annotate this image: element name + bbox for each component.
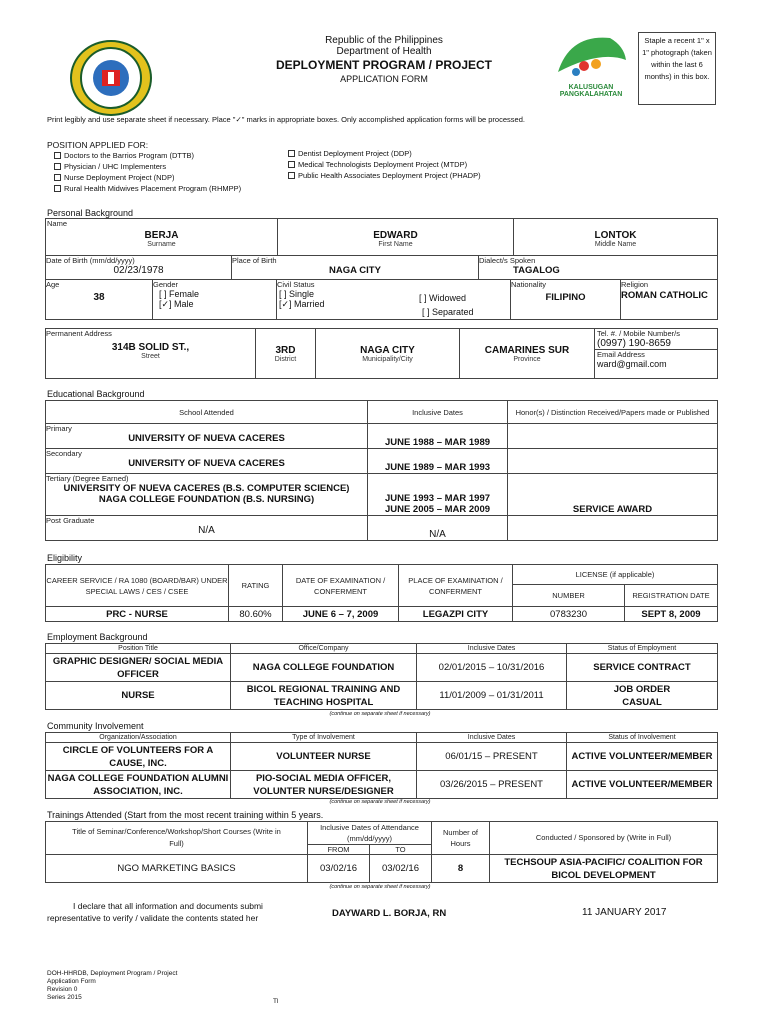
col-emp-dates: Inclusive Dates (417, 644, 567, 654)
form-title: DEPLOYMENT PROGRAM / PROJECT (275, 58, 493, 72)
tertiary-cell[interactable]: Tertiary (Degree Earned) UNIVERSITY OF NUEVA CACERES (B.S. COMPUTER SCIENCE) NAGA COLLEGE FOUNDATION (B.S. NURSING) (46, 474, 368, 516)
position-dttb[interactable]: Doctors to the Barrios Program (DTTB) (54, 150, 241, 161)
position-heading: POSITION APPLIED FOR: (47, 140, 149, 150)
kalusugan-logo (550, 32, 632, 104)
trainings-note: (continue on separate sheet if necessary) (329, 884, 431, 890)
community-table (45, 732, 718, 799)
col-honors: Honor(s) / Distinction Received/Papers made or Published (508, 401, 718, 424)
seal-icon (72, 42, 150, 114)
trainings-heading: Trainings Attended (Start from the most recent training within 5 years. (47, 810, 324, 820)
personal-table (45, 218, 718, 256)
trainings-table (45, 821, 718, 883)
education-heading: Educational Background (47, 389, 145, 399)
tertiary-dates[interactable]: JUNE 1993 – MAR 1997 JUNE 2005 – MAR 2009 (368, 474, 508, 516)
col-exam-date: DATE OF EXAMINATION / CONFERMENT (283, 565, 399, 607)
table-row: CIRCLE OF VOLUNTEERS FOR A CAUSE, INC. VOLUNTEER NURSE 06/01/15 – PRESENT ACTIVE VOLUNTEER/MEMBER (46, 743, 718, 771)
education-table (45, 400, 718, 541)
exam-place-value[interactable]: LEGAZPI CITY (399, 607, 513, 622)
position-ndp[interactable]: Nurse Deployment Project (NDP) (54, 172, 241, 183)
umbrella-icon (550, 32, 632, 82)
col-career: CAREER SERVICE / RA 1080 (BOARD/BAR) UNDER SPECIAL LAWS / CES / CSEE (46, 565, 229, 607)
footer-line4: Series 2015 (47, 994, 82, 1001)
checkbox[interactable] (54, 163, 61, 170)
religion-cell[interactable]: Religion ROMAN CATHOLIC (621, 280, 718, 320)
signature-name[interactable]: DAYWARD L. BORJA, RN (332, 908, 447, 919)
col-dates: Inclusive Dates (368, 401, 508, 424)
position-rhmpp[interactable]: Rural Health Midwives Placement Program (RHMPP) (54, 183, 241, 194)
col-position: Position Title (46, 644, 231, 654)
dob-cell[interactable]: Date of Birth (mm/dd/yyyy) 02/23/1978 (46, 256, 232, 280)
doh-seal (70, 40, 152, 116)
primary-dates[interactable]: JUNE 1988 – MAR 1989 (368, 424, 508, 449)
tertiary-honors[interactable]: SERVICE AWARD (508, 474, 718, 516)
community-note: (continue on separate sheet if necessary) (329, 799, 431, 805)
col-organization: Organization/Association (46, 733, 231, 743)
nationality-cell[interactable]: Nationality FILIPINO (511, 280, 621, 320)
employment-note: (continue on separate sheet if necessary) (329, 711, 431, 717)
table-row: NURSE BICOL REGIONAL TRAINING AND TEACHING HOSPITAL 11/01/2009 – 01/31/2011 JOB ORDER CASUAL (46, 682, 718, 710)
col-emp-status: Status of Employment (567, 644, 718, 654)
reg-date-value[interactable]: SEPT 8, 2009 (625, 607, 718, 622)
col-comm-status: Status of Involvement (567, 733, 718, 743)
col-license: LICENSE (if applicable) (513, 565, 718, 585)
col-training-title: Title of Seminar/Conference/Workshop/Short Courses (Write in Full) (46, 822, 308, 855)
col-reg-date: REGISTRATION DATE (625, 585, 718, 607)
col-rating: RATING (229, 565, 283, 607)
position-phadp[interactable]: Public Health Associates Deployment Project (PHADP) (288, 170, 481, 181)
gender-cell[interactable]: Gender [ ] Female [✓] Male (153, 280, 277, 320)
status-table (45, 279, 718, 320)
community-heading: Community Involvement (47, 721, 144, 731)
contact-cell[interactable]: Tel. #. / Mobile Number/s (0997) 190-8659 Email Address ward@gmail.com (595, 329, 718, 379)
table-row: NAGA COLLEGE FOUNDATION ALUMNI ASSOCIATION, INC. PIO-SOCIAL MEDIA OFFICER, VOLUNTER NURSE/DESIGNER 03/26/2015 – PRESENT ACTIVE VOLUNTEER/MEMBER (46, 771, 718, 799)
footer-mark: Tl (273, 998, 279, 1005)
footer-line2: Application Form (47, 978, 96, 985)
col-office: Office/Company (231, 644, 417, 654)
col-involvement: Type of Involvement (231, 733, 417, 743)
eligibility-table (45, 564, 718, 622)
checkbox[interactable] (54, 185, 61, 192)
position-ddp[interactable]: Dentist Deployment Project (DDP) (288, 148, 481, 159)
pob-cell[interactable]: Place of Birth NAGA CITY (232, 256, 479, 280)
post-cell[interactable]: Post Graduate N/A (46, 516, 368, 541)
primary-cell[interactable]: Primary UNIVERSITY OF NUEVA CACERES (46, 424, 368, 449)
street-cell[interactable]: Permanent Address 314B SOLID ST., Street (46, 329, 256, 379)
col-school: School Attended (46, 401, 368, 424)
checkbox[interactable] (54, 152, 61, 159)
post-honors[interactable] (508, 516, 718, 541)
col-comm-dates: Inclusive Dates (417, 733, 567, 743)
logo-text: KALUSUGAN PANGKALAHATAN (559, 84, 623, 98)
republic-line: Republic of the Philippines (325, 35, 443, 46)
first-name-cell[interactable]: EDWARD First Name (278, 219, 514, 256)
district-cell[interactable]: 3RD District (256, 329, 316, 379)
col-to: TO (370, 845, 432, 855)
checkbox[interactable] (288, 172, 295, 179)
footer-line1: DOH-HHRDB, Deployment Program / Project (47, 970, 178, 977)
middle-name-cell[interactable]: LONTOK Middle Name (514, 219, 718, 256)
primary-honors[interactable] (508, 424, 718, 449)
col-from: FROM (308, 845, 370, 855)
secondary-cell[interactable]: Secondary UNIVERSITY OF NUEVA CACERES (46, 449, 368, 474)
dialect-cell[interactable]: Dialect/s Spoken TAGALOG (479, 256, 718, 280)
license-number-value[interactable]: 0783230 (513, 607, 625, 622)
eligibility-heading: Eligibility (47, 553, 83, 563)
secondary-dates[interactable]: JUNE 1989 – MAR 1993 (368, 449, 508, 474)
birth-table (45, 255, 718, 280)
position-uhc[interactable]: Physician / UHC Implementers (54, 161, 241, 172)
checkbox[interactable] (54, 174, 61, 181)
rating-value[interactable]: 80.60% (229, 607, 283, 622)
footer-line3: Revision 0 (47, 986, 78, 993)
address-table (45, 328, 718, 379)
exam-date-value[interactable]: JUNE 6 – 7, 2009 (283, 607, 399, 622)
col-hours: Number of Hours (432, 822, 490, 855)
instructions: Print legibly and use separate sheet if necessary. Place "✓" marks in appropriate boxes. Only accomplished application forms will be processed. (47, 115, 525, 124)
form-subtitle: APPLICATION FORM (340, 74, 428, 84)
col-number: NUMBER (513, 585, 625, 607)
department-line: Department of Health (336, 46, 432, 57)
table-row: GRAPHIC DESIGNER/ SOCIAL MEDIA OFFICER NAGA COLLEGE FOUNDATION 02/01/2015 – 10/31/2016 SERVICE CONTRACT (46, 654, 718, 682)
checkbox[interactable] (288, 150, 295, 157)
personal-heading: Personal Background (47, 208, 134, 218)
career-value[interactable]: PRC - NURSE (46, 607, 229, 622)
secondary-honors[interactable] (508, 449, 718, 474)
province-cell[interactable]: CAMARINES SUR Province (460, 329, 595, 379)
civil-status-cell[interactable]: Civil Status [ ] Single [✓] Married [ ] Widowed [ ] Separated (277, 280, 511, 320)
declaration-line1: I declare that all information and documents submi (73, 901, 263, 911)
employment-table (45, 643, 718, 710)
employment-heading: Employment Background (47, 632, 148, 642)
city-cell[interactable]: NAGA CITY Municipality/City (316, 329, 460, 379)
post-dates[interactable]: N/A (368, 516, 508, 541)
photo-box: Staple a recent 1" x 1" photograph (taken within the last 6 months) in this box. (638, 32, 716, 105)
age-cell[interactable]: Age 38 (46, 280, 153, 320)
col-conducted: Conducted / Sponsored by (Write in Full) (490, 822, 718, 855)
position-mtdp[interactable]: Medical Technologists Deployment Project (MTDP) (288, 159, 481, 170)
declaration-line2: representative to verify / validate the contents stated her (47, 913, 259, 923)
checkbox[interactable] (288, 161, 295, 168)
table-row: NGO MARKETING BASICS 03/02/16 03/02/16 8 TECHSOUP ASIA-PACIFIC/ COALITION FOR BICOL DEVELOPMENT (46, 855, 718, 883)
declaration-date[interactable]: 11 JANUARY 2017 (582, 907, 667, 918)
col-training-dates: Inclusive Dates of Attendance (mm/dd/yyyy) (308, 822, 432, 845)
surname-cell[interactable]: Name BERJA Surname (46, 219, 278, 256)
col-exam-place: PLACE OF EXAMINATION / CONFERMENT (399, 565, 513, 607)
